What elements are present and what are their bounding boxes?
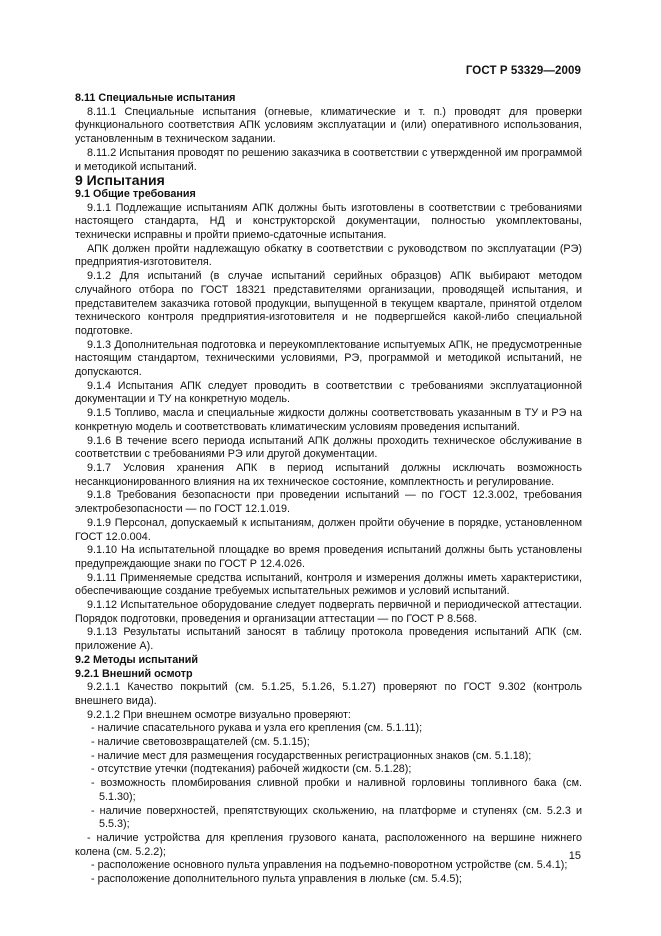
document-body xyxy=(75,92,582,887)
paragraph: 9.1.9 Персонал, допускаемый к испытаниям, должен пройти обучение в порядке, установленном ГОСТ 12.0.004. xyxy=(75,516,582,543)
paragraph: 9.1.13 Результаты испытаний заносят в таблицу протокола проведения испытаний АПК (см. приложение А). xyxy=(75,626,582,653)
paragraph: 8.11.2 Испытания проводят по решению заказчика в соответствии с утвержденной им программой и методикой испытаний. xyxy=(75,146,582,173)
subsection-heading: 9.2 Методы испытаний xyxy=(75,653,199,666)
paragraph: 9.1.6 В течение всего периода испытаний АПК должны проходить техническое обслуживание в соответствии с требованиями РЭ или другой документации. xyxy=(75,434,582,461)
paragraph: 9.1.1 Подлежащие испытаниям АПК должны быть изготовлены в соответствии с требованиями настоящего стандарта, НД и конструкторской документации, полностью укомплектованы, технически исправны и пройти приемо-сдаточные испытания. xyxy=(75,201,582,242)
paragraph: 9.1.5 Топливо, масла и специальные жидкости должны соответствовать указанным в ТУ и РЭ на конкретную модель и соответствовать климатическим условиям проведения испытаний. xyxy=(75,407,582,433)
section-heading: 9 Испытания xyxy=(75,172,165,189)
page-number: 15 xyxy=(568,850,581,862)
paragraph: 9.2.1.2 При внешнем осмотре визуально проверяют: xyxy=(87,708,351,721)
document-header: ГОСТ Р 53329—2009 xyxy=(465,65,581,77)
paragraph: 9.2.1.1 Качество покрытий (см. 5.1.25, 5.1.26, 5.1.27) проверяют по ГОСТ 9.302 (контроль внешнего вида). xyxy=(75,681,582,707)
paragraph: 9.1.4 Испытания АПК следует проводить в соответствии с требованиями эксплуатационной документации и ТУ на конкретную модель. xyxy=(75,379,582,406)
subsection-heading: 8.11 Специальные испытания xyxy=(75,92,236,104)
paragraph: 9.1.3 Дополнительная подготовка и переукомплектование испытуемых АПК, не предусмотренные настоящим стандартом, техническими условиями, РЭ, программой и методикой испытаний, не допускаются. xyxy=(75,338,582,379)
list-item: - наличие спасательного рукава и узла его крепления (см. 5.1.11); xyxy=(91,722,423,735)
paragraph: 9.1.2 Для испытаний (в случае испытаний серийных образцов) АПК выбирают методом случайного отбора по ГОСТ 18321 представителями организации, проводящей испытания, и представителем заказчика готовой продукции, выпущенной в текущем квартале, принятой отделом технического контроля предприятия-изготовителя и не подвергшейся какой-либо специальной подготовке. xyxy=(75,270,582,337)
paragraph: 9.1.10 На испытательной площадке во время проведения испытаний должны быть установлены предупреждающие знаки по ГОСТ Р 12.4.026. xyxy=(75,544,582,570)
subsection-heading: 9.2.1 Внешний осмотр xyxy=(75,667,193,680)
list-item: - возможность пломбирования сливной пробки и наливной горловины топливного бака (см. 5.1.30); xyxy=(91,777,582,803)
paragraph: 9.1.12 Испытательное оборудование следует подвергать первичной и периодической аттестации. Порядок подготовки, проведения и организации аттестации — по ГОСТ Р 8.568. xyxy=(75,599,582,625)
list-item: - отсутствие утечки (подтекания) рабочей жидкости (см. 5.1.28); xyxy=(91,763,412,776)
paragraph: 9.1.11 Применяемые средства испытаний, контроля и измерения должны иметь характеристики, обеспечивающие создание требуемых испытательных режимов и условий испытаний. xyxy=(75,571,582,598)
list-item: - расположение основного пульта управления на подъемно-поворотном устройстве (см. 5.4.1); xyxy=(91,859,568,872)
list-item: - наличие поверхностей, препятствующих скольжению, на платформе и ступенях (см. 5.2.3 и 5.5.3); xyxy=(91,804,582,831)
paragraph: 9.1.7 Условия хранения АПК в период испытаний должны исключать возможность несанкционированного влияния на их техническое состояние, комплектность и регулирование. xyxy=(75,461,582,488)
list-item: - наличие мест для размещения государственных регистрационных знаков (см. 5.1.18); xyxy=(91,749,532,762)
paragraph: 8.11.1 Специальные испытания (огневые, климатические и т. п.) проводят для проверки функционального соответствия АПК условиям эксплуатации и (или) оперативного использования, установленным в техническом задании. xyxy=(75,105,582,146)
list-item: - расположение дополнительного пульта управления в люльке (см. 5.4.5); xyxy=(91,873,462,886)
subsection-heading: 9.1 Общие требования xyxy=(75,187,196,200)
list-item: - наличие световозвращателей (см. 5.1.15); xyxy=(91,736,310,749)
paragraph: 9.1.8 Требования безопасности при проведении испытаний — по ГОСТ 12.3.002, требования электробезопасности — по ГОСТ 12.1.019. xyxy=(75,489,582,516)
list-item: - наличие устройства для крепления грузового каната, расположенного на вершине нижнего колена (см. 5.2.2); xyxy=(75,831,582,858)
paragraph: АПК должен пройти надлежащую обкатку в соответствии с руководством по эксплуатации (РЭ) предприятия-изготовителя. xyxy=(75,242,582,269)
